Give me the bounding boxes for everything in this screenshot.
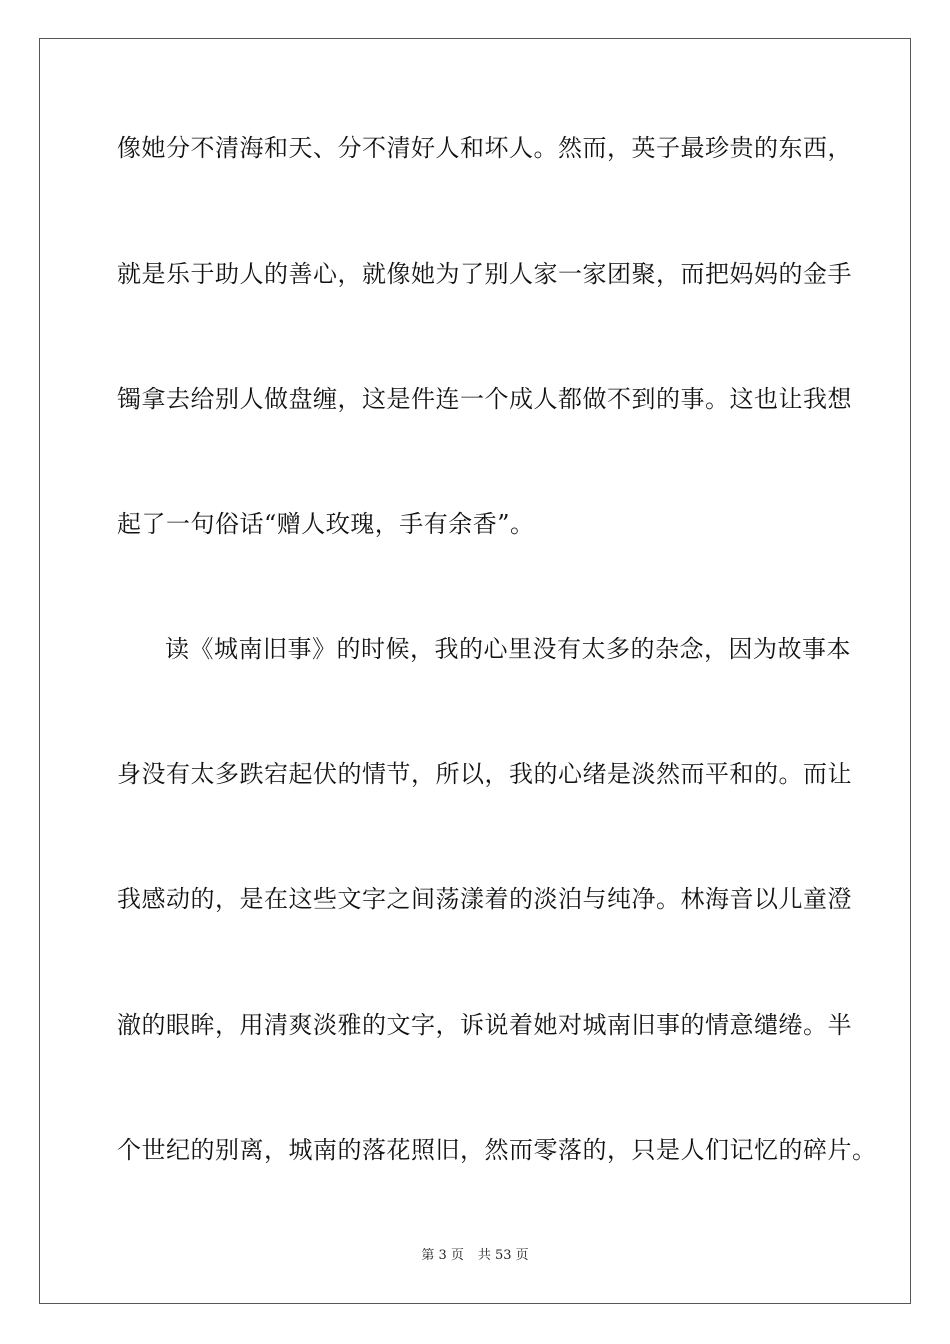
text-line-3: 镯拿去给别人做盘缠，这是件连一个成人都做不到的事。这也让我想 xyxy=(117,385,852,413)
text-line-9: 个世纪的别离，城南的落花照旧，然而零落的，只是人们记忆的碎片。 xyxy=(117,1136,877,1164)
text-line-8: 澈的眼眸，用清爽淡雅的文字，诉说着她对城南旧事的情意缱绻。半 xyxy=(117,1011,852,1039)
page-footer xyxy=(0,1247,950,1265)
text-line-7: 我感动的，是在这些文字之间荡漾着的淡泊与纯净。林海音以儿童澄 xyxy=(117,885,852,913)
paragraph-start-line: 读《城南旧事》的时候，我的心里没有太多的杂念，因为故事本 xyxy=(165,635,851,663)
total-pages: 共 53 页 xyxy=(477,1248,529,1263)
page-number: 第 3 页 xyxy=(421,1248,464,1263)
text-line-4: 起了一句俗话“赠人玫瑰，手有余香”。 xyxy=(117,510,535,538)
page-border xyxy=(39,38,911,1304)
text-line-1: 像她分不清海和天、分不清好人和坏人。然而，英子最珍贵的东西， xyxy=(117,134,852,162)
text-line-6: 身没有太多跌宕起伏的情节，所以，我的心绪是淡然而平和的。而让 xyxy=(117,760,852,788)
text-line-2: 就是乐于助人的善心，就像她为了别人家一家团聚，而把妈妈的金手 xyxy=(117,260,852,288)
